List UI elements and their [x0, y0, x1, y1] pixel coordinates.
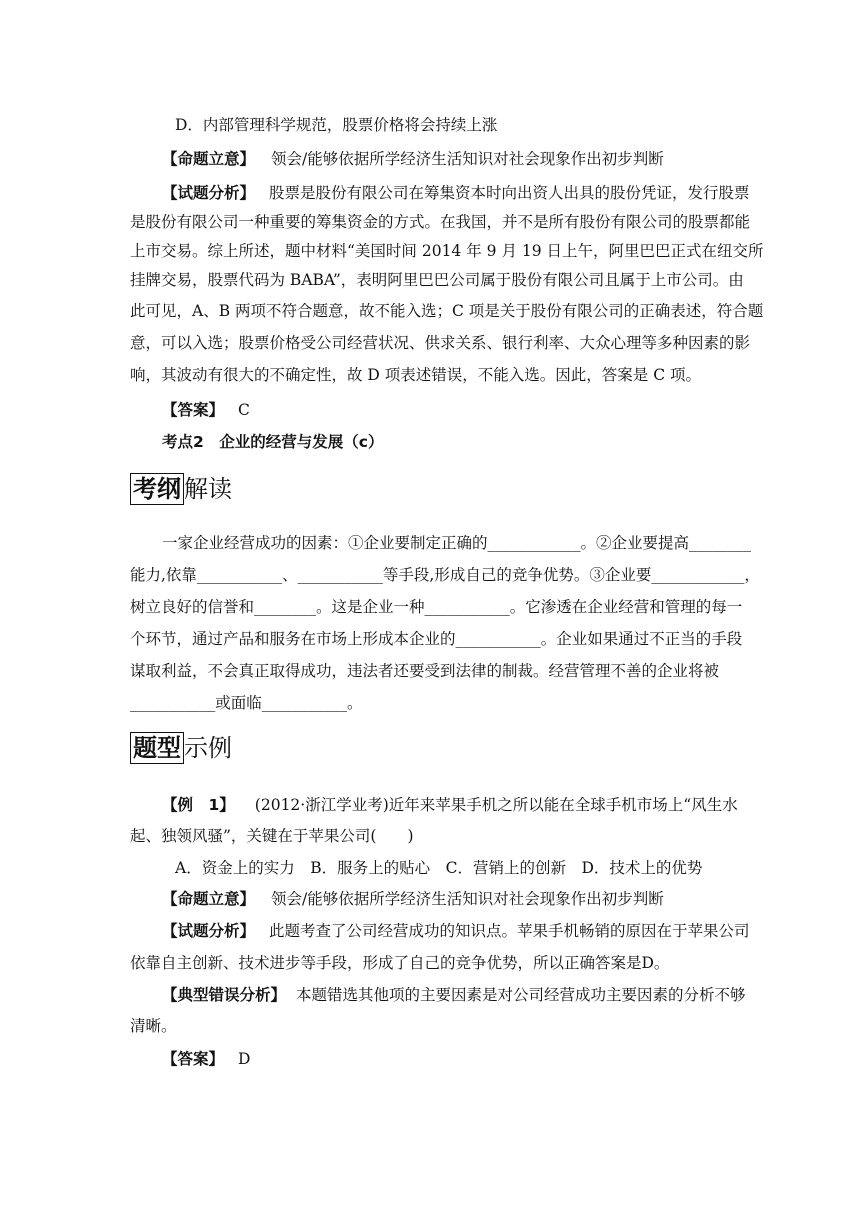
analysis-line: 意，可以入选；股票价格受公司经营状况、供求关系、银行利率、大众心理等多种因素的影	[130, 334, 751, 352]
section-rest-text: 示例	[184, 734, 232, 762]
error-line: 本题错选其他项的主要因素是对公司经营成功主要因素的分析不够	[296, 986, 746, 1004]
fill-line: 谋取利益，不会真正取得成功，违法者还要受到法律的制裁。经营管理不善的企业将被	[130, 662, 720, 680]
example-options: A．资金上的实力 B．服务上的贴心 C．营销上的创新 D．技术上的优势	[175, 859, 703, 877]
example-question-line: 起、独领风骚”，关键在于苹果公司( )	[130, 827, 414, 845]
analysis-line: 依靠自主创新、技术进步等手段，形成了自己的竞争优势，所以正确答案是D。	[130, 954, 670, 972]
example-label: 【例 1】	[162, 796, 235, 814]
answer-label: 【答案】	[162, 1050, 225, 1068]
analysis-line: 是股份有限公司一种重要的筹集资金的方式。在我国，并不是所有股份有限公司的股票都能	[130, 213, 751, 231]
intent-label: 【命题立意】	[162, 890, 256, 908]
fill-line: 个环节，通过产品和服务在市场上形成本企业的___________。企业如果通过不正当的手段	[130, 630, 743, 648]
answer-label: 【答案】	[162, 401, 225, 419]
fill-line: 一家企业经营成功的因素：①企业要制定正确的____________。②企业要提高________	[162, 534, 752, 552]
fill-line: 树立良好的信誉和________。这是企业一种___________。它渗透在企业经营和管理的每一	[130, 598, 743, 616]
analysis-line: 响，其波动有很大的不确定性，故 D 项表述错误，不能入选。因此，答案是 C 项。	[130, 366, 701, 384]
section-heading-kaogang	[130, 472, 232, 506]
error-label: 【典型错误分析】	[162, 986, 287, 1004]
fill-line: 能力,依靠___________、___________等手段,形成自己的竞争优势。③企业要____________，	[130, 566, 760, 584]
analysis-line: 挂牌交易，股票代码为 BABA”，表明阿里巴巴公司属于股份有限公司且属于上市公司。由	[130, 271, 744, 289]
example-intent-row	[162, 889, 762, 909]
analysis-line: 此可见，A、B 两项不符合题意，故不能入选；C 项是关于股份有限公司的正确表述，符合题	[130, 302, 764, 320]
error-line: 清晰。	[130, 1017, 177, 1035]
section-heading-tixing	[130, 731, 232, 765]
answer-row	[162, 400, 762, 420]
example-question-row	[162, 795, 762, 815]
analysis-label: 【试题分析】	[162, 184, 256, 202]
analysis-line: 此题考查了公司经营成功的知识点。苹果手机畅销的原因在于苹果公司	[269, 922, 750, 940]
answer-text: C	[238, 401, 250, 419]
answer-text: D	[238, 1050, 251, 1068]
analysis-row-1	[162, 183, 762, 203]
example-answer-row	[162, 1049, 762, 1069]
intent-row	[162, 149, 762, 169]
intent-label: 【命题立意】	[162, 150, 256, 168]
intent-text: 领会/能够依据所学经济生活知识对社会现象作出初步判断	[271, 890, 664, 908]
intent-text: 领会/能够依据所学经济生活知识对社会现象作出初步判断	[271, 150, 664, 168]
analysis-line: 股票是股份有限公司在筹集资本时向出资人出具的股份凭证，发行股票	[269, 184, 750, 202]
analysis-line: 上市交易。综上所述，题中材料“美国时间 2014 年 9 月 19 日上午，阿里巴巴正式在纽交所	[130, 242, 764, 260]
section-boxed-text: 题型	[130, 732, 184, 764]
kaodian-heading: 考点2 企业的经营与发展（c）	[162, 433, 384, 451]
example-question-line: (2012·浙江学业考)近年来苹果手机之所以能在全球手机市场上“风生水	[254, 796, 738, 814]
section-boxed-text: 考纲	[130, 473, 184, 505]
error-analysis-row	[162, 985, 762, 1005]
option-d: D．内部管理科学规范，股票价格将会持续上涨	[175, 116, 498, 134]
analysis-label: 【试题分析】	[162, 922, 256, 940]
example-analysis-row	[162, 921, 762, 941]
fill-line: ___________或面临___________。	[130, 694, 363, 712]
section-rest-text: 解读	[184, 475, 232, 503]
